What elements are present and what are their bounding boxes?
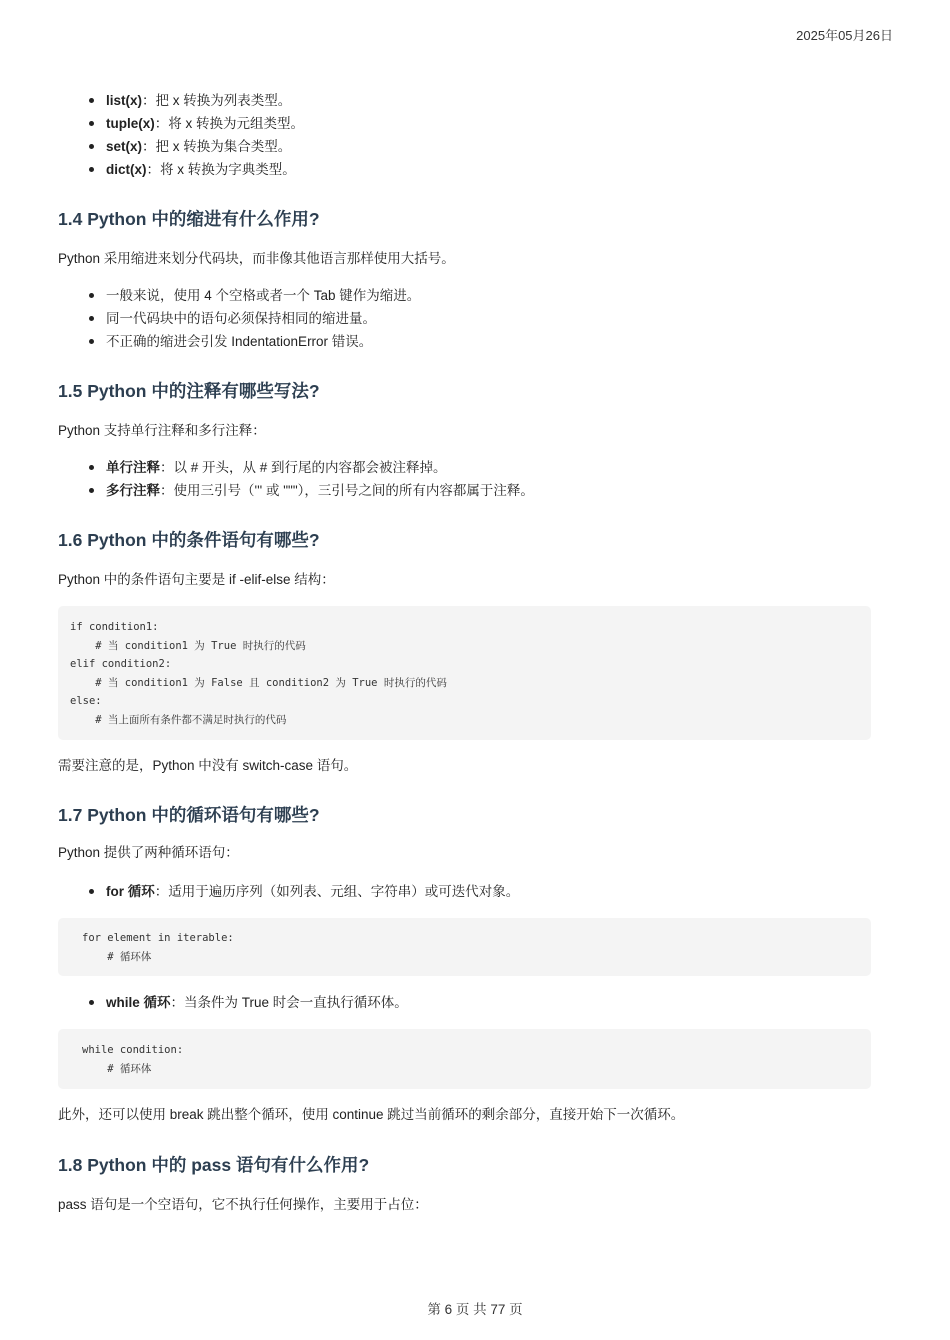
list-item-term: tuple(x): [106, 116, 155, 131]
list-item-term: list(x): [106, 93, 143, 108]
list-item-term: dict(x): [106, 162, 147, 177]
list-item: [58, 112, 871, 135]
section-1-6-note: 需要注意的是，Python 中没有 switch-case 语句。: [58, 758, 358, 773]
while-loop-list: [58, 991, 871, 1014]
list-item-desc: ：适用于遍历序列（如列表、元组、字符串）或可迭代对象。: [154, 884, 520, 899]
list-item-desc: ：将 x 转换为字典类型。: [146, 162, 296, 177]
list-item-desc: ：把 x 转换为列表类型。: [142, 93, 292, 108]
list-item: [58, 456, 871, 479]
section-heading-1-5: 1.5 Python 中的注释有哪些写法?: [58, 381, 320, 401]
type-conversion-list: [58, 89, 871, 181]
section-1-7-intro: Python 提供了两种循环语句：: [58, 845, 239, 860]
list-item: [58, 479, 871, 502]
section-1-5-intro: Python 支持单行注释和多行注释：: [58, 423, 266, 438]
list-item: [58, 158, 871, 181]
section-1-4-intro: Python 采用缩进来划分代码块，而非像其他语言那样使用大括号。: [58, 251, 455, 266]
header-date: 2025年05月26日: [796, 28, 893, 43]
list-item: 一般来说，使用 4 个空格或者一个 Tab 键作为缩进。: [58, 284, 871, 307]
list-item-term: 多行注释: [106, 483, 160, 498]
code-block-for-loop: for element in iterable: # 循环体: [58, 918, 871, 976]
list-item-desc: ：将 x 转换为元组类型。: [154, 116, 305, 131]
list-item-term: 单行注释: [106, 460, 160, 475]
list-item-desc: ：当条件为 True 时会一直执行循环体。: [170, 995, 408, 1010]
list-item: 同一代码块中的语句必须保持相同的缩进量。: [58, 307, 871, 330]
section-heading-1-8: 1.8 Python 中的 pass 语句有什么作用?: [58, 1155, 370, 1175]
code-block-if-elif-else: if condition1: # 当 condition1 为 True 时执行的代码 elif condition2: # 当 condition1 为 False 且 condition2 为 True 时执行的代码 else: # 当上面所有条件都不满足时执行的代码: [58, 606, 871, 740]
list-item-desc: ：使用三引号（''' 或 """），三引号之间的所有内容都属于注释。: [160, 483, 534, 498]
section-1-4-list: [58, 284, 871, 353]
list-item: [58, 880, 871, 903]
section-heading-1-4: 1.4 Python 中的缩进有什么作用?: [58, 209, 320, 229]
list-item: 不正确的缩进会引发 IndentationError 错误。: [58, 330, 871, 353]
page-number: 第 6 页 共 77 页: [427, 1302, 523, 1317]
list-item-term: set(x): [106, 139, 143, 154]
for-loop-list: [58, 880, 871, 903]
list-item-term: for 循环: [106, 884, 155, 899]
list-item: [58, 135, 871, 158]
section-1-6-intro: Python 中的条件语句主要是 if -elif-else 结构：: [58, 572, 335, 587]
section-1-8-intro: pass 语句是一个空语句，它不执行任何操作，主要用于占位：: [58, 1197, 428, 1212]
list-item: [58, 89, 871, 112]
list-item: [58, 991, 871, 1014]
list-item-desc: ：以 # 开头，从 # 到行尾的内容都会被注释掉。: [160, 460, 447, 475]
section-1-7-note: 此外，还可以使用 break 跳出整个循环，使用 continue 跳过当前循环的剩余部分，直接开始下一次循环。: [58, 1107, 685, 1122]
list-item-desc: ：把 x 转换为集合类型。: [142, 139, 292, 154]
code-block-while-loop: while condition: # 循环体: [58, 1029, 871, 1089]
section-heading-1-6: 1.6 Python 中的条件语句有哪些?: [58, 530, 320, 550]
section-heading-1-7: 1.7 Python 中的循环语句有哪些?: [58, 805, 320, 825]
section-1-5-list: [58, 456, 871, 502]
list-item-term: while 循环: [106, 995, 171, 1010]
